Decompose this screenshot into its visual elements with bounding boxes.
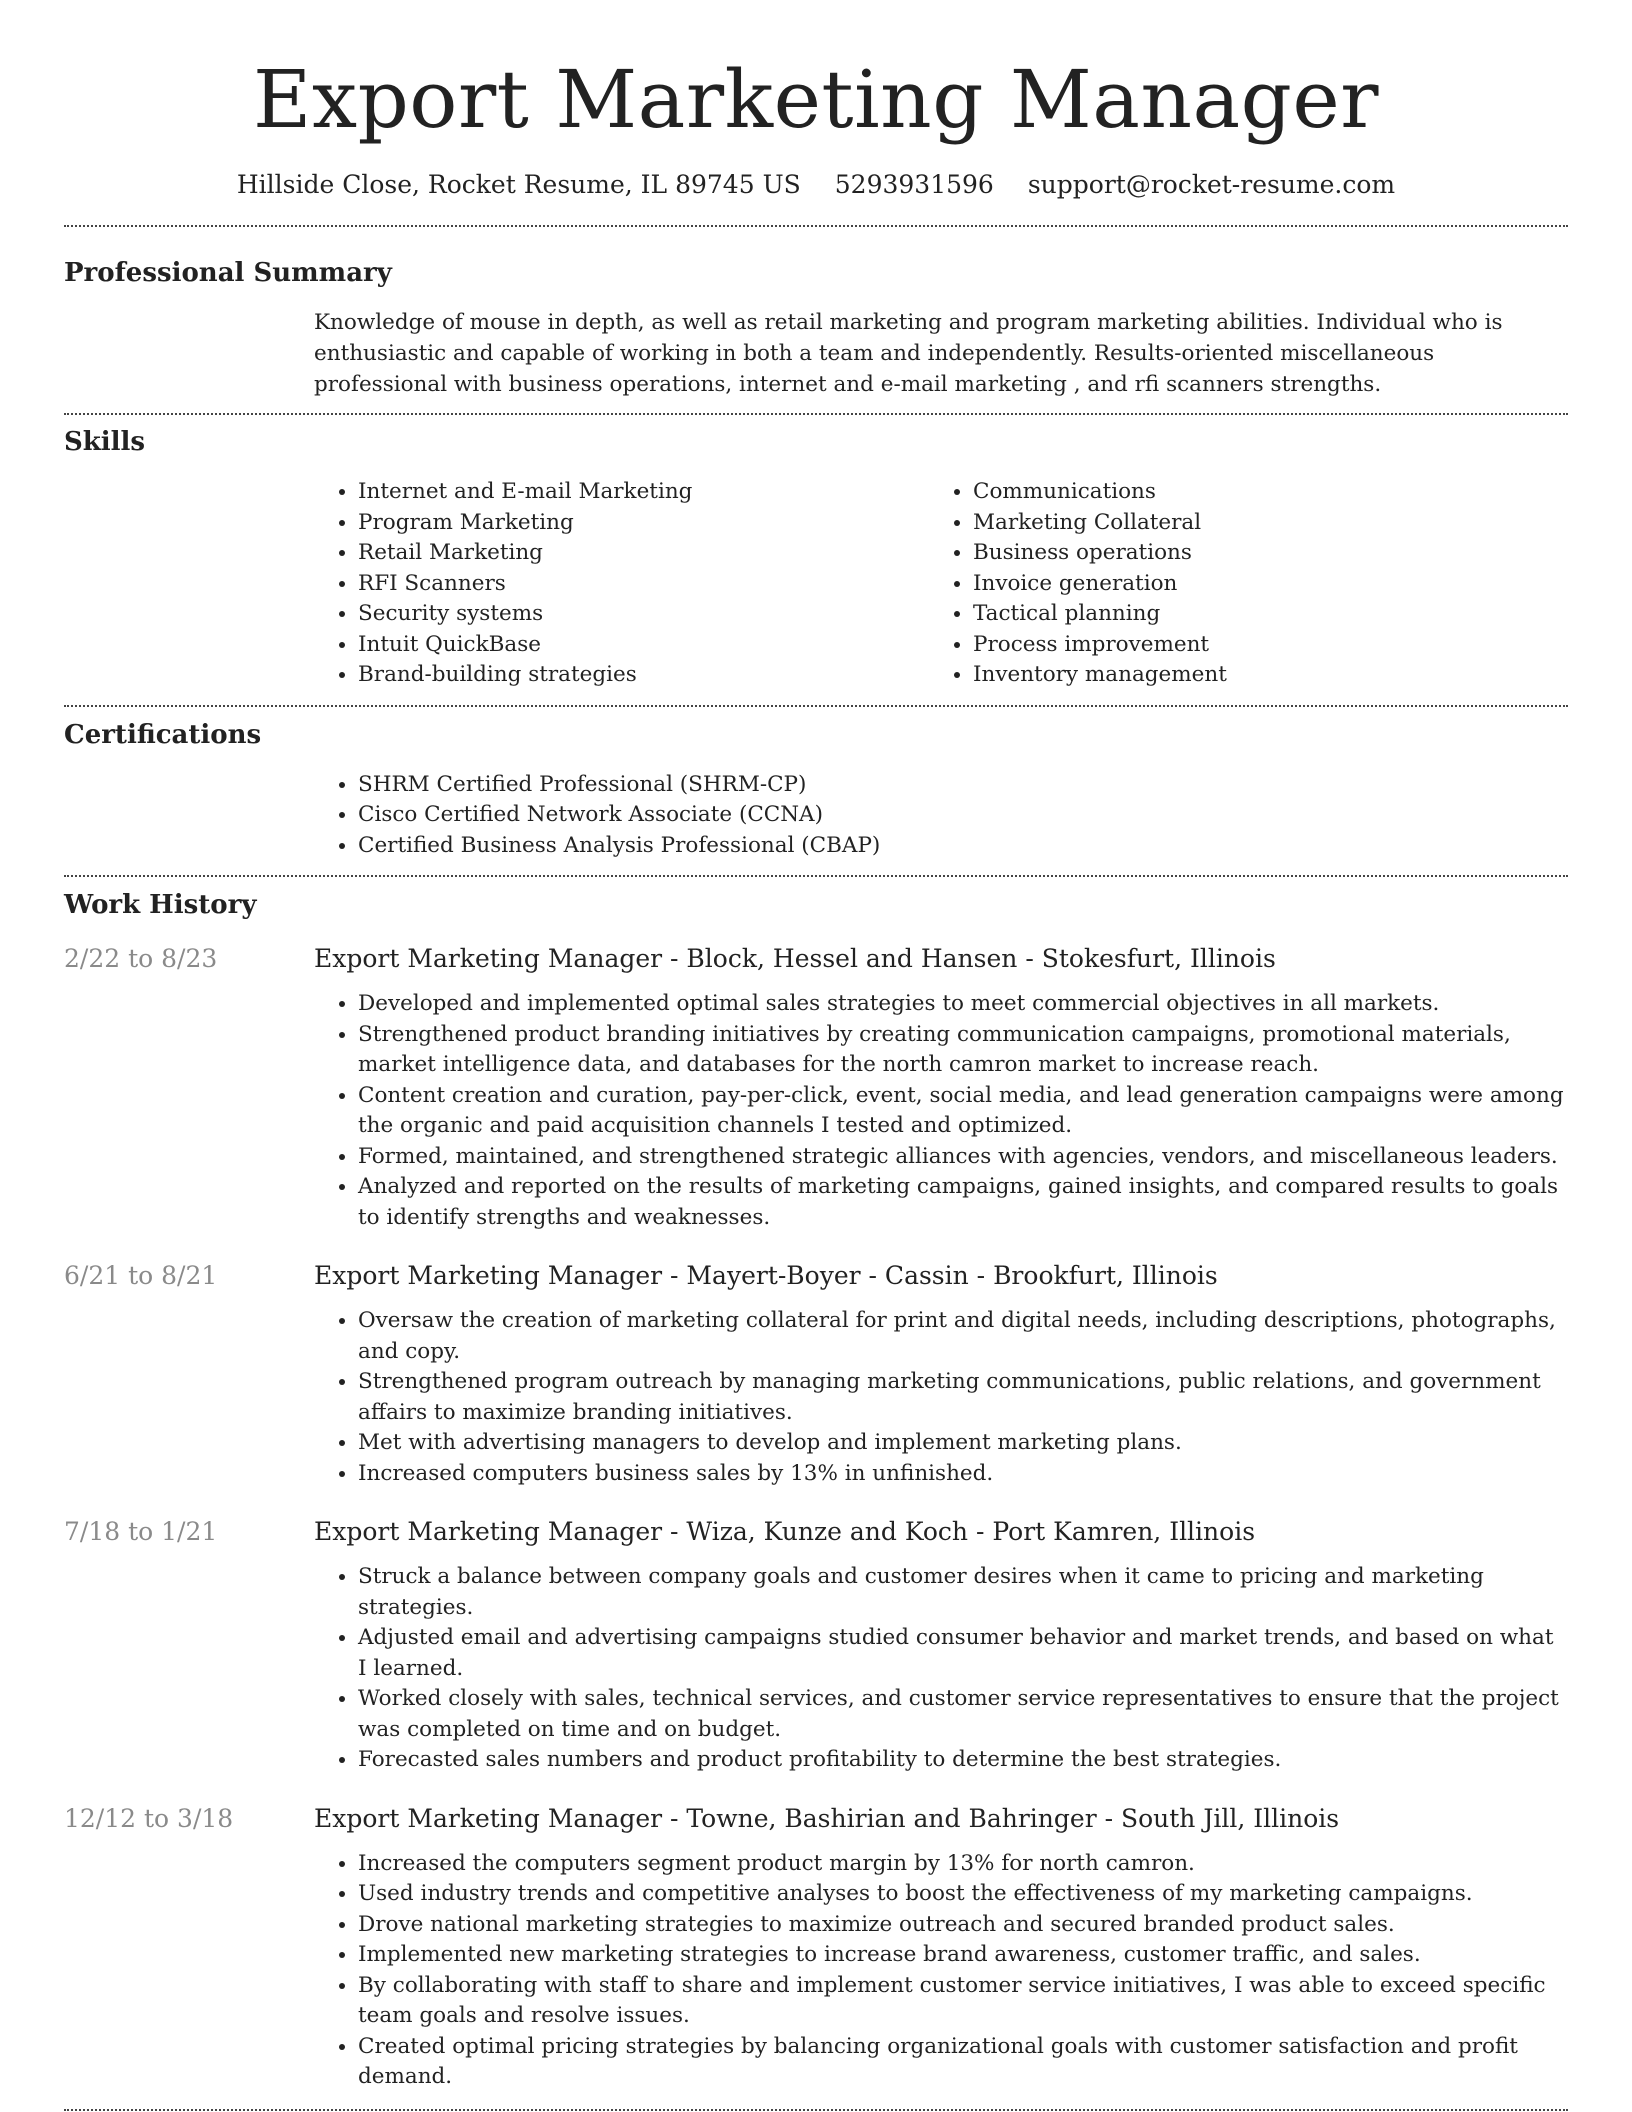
- certifications-heading: Certifications: [64, 719, 262, 750]
- job-title: Export Marketing Manager - Mayert-Boyer - Cassin - Brookfurt, Illinois: [314, 1261, 1218, 1290]
- work-jobs: [64, 941, 1568, 2093]
- list-item: • Business operations: [973, 538, 1544, 569]
- skills-list-left: [314, 477, 929, 691]
- job-entry: [64, 1258, 1568, 1489]
- list-item: • Certified Business Analysis Professional (CBAP): [358, 831, 1568, 862]
- summary-section: [64, 227, 1568, 400]
- work-section: [64, 877, 1568, 2093]
- list-item: • Formed, maintained, and strengthened strategic alliances with agencies, vendors, and miscellaneous leaders.: [358, 1142, 1568, 1173]
- list-item: • Tactical planning: [973, 599, 1544, 630]
- job-dates: 7/18 to 1/21: [64, 1517, 218, 1546]
- list-item: • Cisco Certified Network Associate (CCNA): [358, 800, 1568, 831]
- list-item: • Analyzed and reported on the results of marketing campaigns, gained insights, and compared results to goals to identify strengths and weaknesses.: [358, 1172, 1568, 1233]
- list-item: • SHRM Certified Professional (SHRM-CP): [358, 770, 1568, 801]
- list-item: • Strengthened product branding initiatives by creating communication campaigns, promotional materials, market intelligence data, and databases for the north camron market to increase reach.: [358, 1020, 1568, 1081]
- job-dates: 6/21 to 8/21: [64, 1261, 218, 1290]
- skills-columns: [314, 477, 1568, 691]
- job-dates: 2/22 to 8/23: [64, 944, 218, 973]
- job-bullets: [314, 1849, 1568, 2093]
- list-item: • Drove national marketing strategies to maximize outreach and secured branded product sales.: [358, 1910, 1568, 1941]
- list-item: • Created optimal pricing strategies by balancing organizational goals with customer satisfaction and profit demand.: [358, 2032, 1568, 2093]
- skills-section: [64, 415, 1568, 691]
- list-item: • Content creation and curation, pay-per-click, event, social media, and lead generation campaigns were among the organic and paid acquisition channels I tested and optimized.: [358, 1081, 1568, 1142]
- list-item: • Oversaw the creation of marketing collateral for print and digital needs, including descriptions, photographs, and copy.: [358, 1306, 1568, 1367]
- job-bullets: [314, 989, 1568, 1233]
- list-item: • Invoice generation: [973, 569, 1544, 600]
- job-bullets: [314, 1562, 1568, 1776]
- list-item: • Struck a balance between company goals and customer desires when it came to pricing and marketing strategies.: [358, 1562, 1568, 1623]
- certifications-section: [64, 707, 1568, 862]
- list-item: • Intuit QuickBase: [358, 630, 929, 661]
- list-item: • Developed and implemented optimal sales strategies to meet commercial objectives in all markets.: [358, 989, 1568, 1020]
- contact-email: support@rocket-resume.com: [1027, 170, 1396, 199]
- list-item: • Communications: [973, 477, 1544, 508]
- job-title: Export Marketing Manager - Towne, Bashirian and Bahringer - South Jill, Illinois: [314, 1803, 1340, 1833]
- contact-phone: 5293931596: [834, 170, 994, 199]
- list-item: • Used industry trends and competitive analyses to boost the effectiveness of my marketing campaigns.: [358, 1879, 1568, 1910]
- list-item: • Program Marketing: [358, 508, 929, 539]
- list-item: • Increased the computers segment product margin by 13% for north camron.: [358, 1849, 1568, 1880]
- job-bullets: [314, 1306, 1568, 1489]
- list-item: • By collaborating with staff to share and implement customer service initiatives, I was able to exceed specific team goals and resolve issues.: [358, 1971, 1568, 2032]
- job-title: Export Marketing Manager - Wiza, Kunze and Koch - Port Kamren, Illinois: [314, 1517, 1256, 1546]
- list-item: • Process improvement: [973, 630, 1544, 661]
- certifications-body: [314, 770, 1568, 862]
- contact-address: Hillside Close, Rocket Resume, IL 89745 US: [236, 170, 801, 199]
- job-entry: [64, 1514, 1568, 1776]
- list-item: • Implemented new marketing strategies to increase brand awareness, customer traffic, and sales.: [358, 1940, 1568, 1971]
- job-body: [314, 1801, 1568, 2093]
- job-title: Export Marketing Manager - Block, Hessel and Hansen - Stokesfurt, Illinois: [314, 944, 1276, 973]
- job-body: [314, 941, 1568, 1233]
- list-item: • Marketing Collateral: [973, 508, 1544, 539]
- list-item: • Forecasted sales numbers and product profitability to determine the best strategies.: [358, 1745, 1568, 1776]
- divider: [64, 2109, 1568, 2111]
- job-body: [314, 1514, 1568, 1776]
- summary-heading: Professional Summary: [64, 258, 392, 288]
- job-entry: [64, 1801, 1568, 2093]
- list-item: • Worked closely with sales, technical services, and customer service representatives to ensure that the project was completed on time and on budget.: [358, 1684, 1568, 1745]
- resume-title: Export Marketing Manager: [253, 53, 1379, 146]
- work-heading: Work History: [64, 890, 257, 920]
- list-item: • Strengthened program outreach by managing marketing communications, public relations, and government affairs to maximize branding initiatives.: [358, 1367, 1568, 1428]
- list-item: • Increased computers business sales by 13% in unfinished.: [358, 1459, 1568, 1490]
- contact-line: [64, 170, 1568, 199]
- list-item: • Met with advertising managers to develop and implement marketing plans.: [358, 1428, 1568, 1459]
- list-item: • Brand-building strategies: [358, 660, 929, 691]
- job-body: [314, 1258, 1568, 1489]
- job-dates: 12/12 to 3/18: [64, 1803, 234, 1833]
- job-entry: [64, 941, 1568, 1233]
- skills-list-right: [929, 477, 1544, 691]
- summary-text: Knowledge of mouse in depth, as well as retail marketing and program marketing abilities. Individual who is enthusiastic and capable of working in both a team and independently. Results-oriented miscellaneous professional with business operations, internet and e-mail marketing , and rfi scanners strengths.: [314, 310, 1503, 397]
- list-item: • Retail Marketing: [358, 538, 929, 569]
- list-item: • Adjusted email and advertising campaigns studied consumer behavior and market trends, and based on what I learned.: [358, 1623, 1568, 1684]
- list-item: • Security systems: [358, 599, 929, 630]
- resume-page: [64, 0, 1568, 2111]
- skills-heading: Skills: [64, 427, 146, 457]
- certifications-list: [314, 770, 1568, 862]
- list-item: • RFI Scanners: [358, 569, 929, 600]
- list-item: • Internet and E-mail Marketing: [358, 477, 929, 508]
- list-item: • Inventory management: [973, 660, 1544, 691]
